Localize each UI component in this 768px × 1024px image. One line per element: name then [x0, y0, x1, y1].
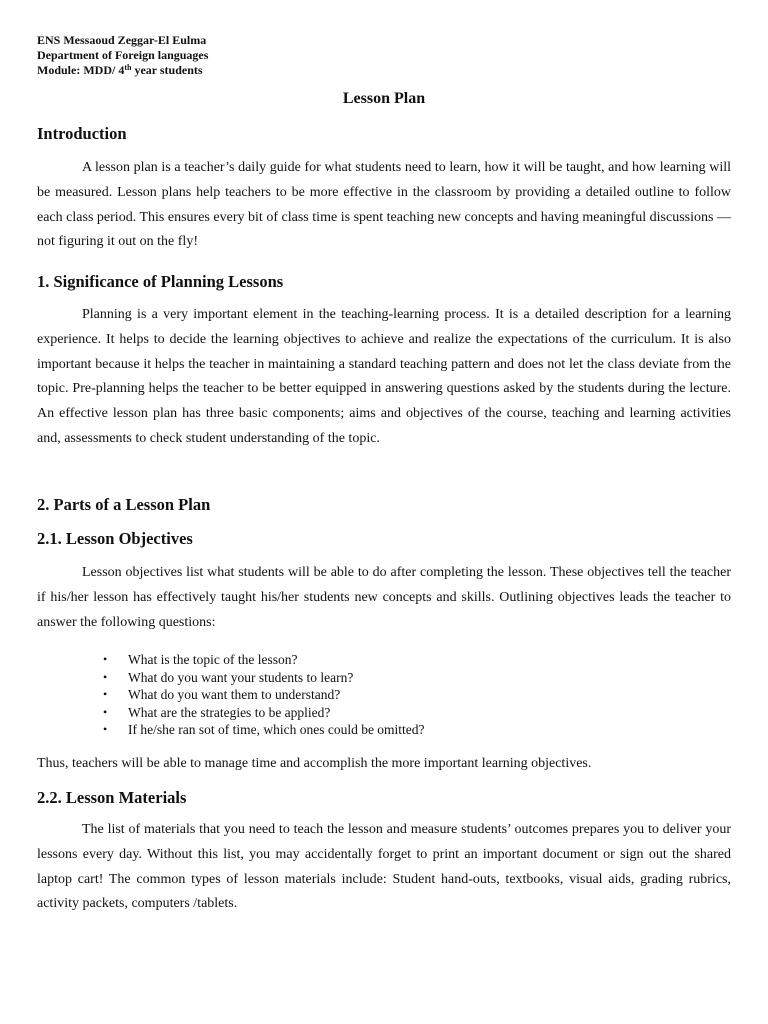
paragraph-significance: Planning is a very important element in the teaching-learning process. It is a detailed description for a learning experience. It helps to decide the learning objectives to achieve and realize the expectations of the curriculum. It is also important because it helps the teacher in maintaining a standard teaching pattern and does not let the class deviate from the topic. Pre-planning helps the teacher to be better equipped in answering questions asked by the students during the lecture. An effective lesson plan has three basic components; aims and objectives of the course, teaching and learning activities and, assessments to check student understanding of the topic.: [37, 307, 731, 446]
paragraph-introduction: A lesson plan is a teacher’s daily guide for what students need to learn, how it will be taught, and how learning will be measured. Lesson plans help teachers to be more effective in the classroom by providing a detailed outline to follow each class period. This ensures every bit of class time is spent teaching new concepts and having meaningful discussions — not figuring it out on the fly!: [37, 160, 731, 250]
heading-parts: 2. Parts of a Lesson Plan: [37, 495, 211, 514]
list-item: [100, 721, 425, 739]
header-department: Department of Foreign languages: [37, 48, 209, 62]
list-item-text: What do you want them to understand?: [128, 687, 341, 702]
bullet-icon: •: [103, 704, 108, 719]
header-institution: ENS Messaoud Zeggar-El Eulma: [37, 33, 207, 47]
bullet-icon: •: [103, 652, 108, 666]
list-item: [100, 704, 425, 722]
heading-significance: 1. Significance of Planning Lessons: [37, 272, 284, 291]
document-header: [37, 33, 208, 78]
bullet-icon: •: [103, 687, 108, 701]
heading-introduction: Introduction: [37, 124, 127, 143]
page-title: Lesson Plan: [342, 90, 426, 107]
heading-materials: 2.2. Lesson Materials: [37, 788, 187, 807]
list-item: [100, 686, 425, 704]
paragraph-objectives: Lesson objectives list what students will be able to do after completing the lesson. These objectives tell the teacher if his/her lesson has effectively taught his/her students new concepts and skills. Outlining objectives leads the teacher to answer the following questions:: [37, 565, 731, 630]
list-item-text: What are the strategies to be applied?: [128, 704, 331, 720]
header-module: [37, 63, 208, 78]
paragraph-materials: The list of materials that you need to teach the lesson and measure students’ outcomes prepares you to deliver your lessons every day. Without this list, you may accidentally forget to print an important document or sign out the shared laptop cart! The common types of lesson materials include: Student hand-outs, textbooks, visual aids, grading rubrics, activity packets, computers /tablets.: [37, 822, 731, 912]
heading-objectives: 2.1. Lesson Objectives: [37, 529, 193, 548]
bullet-icon: •: [103, 669, 108, 684]
paragraph-objectives-conclusion: Thus, teachers will be able to manage time and accomplish the more important learning objectives.: [37, 756, 592, 771]
header-module-superscript: th: [124, 63, 132, 72]
list-item: [100, 651, 425, 669]
list-item-text: What is the topic of the lesson?: [128, 652, 298, 667]
list-item-text: What do you want your students to learn?: [128, 669, 354, 685]
bullet-icon: •: [103, 722, 108, 736]
objectives-question-list: [100, 651, 425, 739]
list-item-text: If he/she ran sot of time, which ones could be omitted?: [128, 722, 425, 737]
header-module-prefix: Module: MDD/ 4: [37, 63, 125, 77]
list-item: [100, 669, 425, 687]
header-module-suffix: year students: [131, 63, 203, 77]
